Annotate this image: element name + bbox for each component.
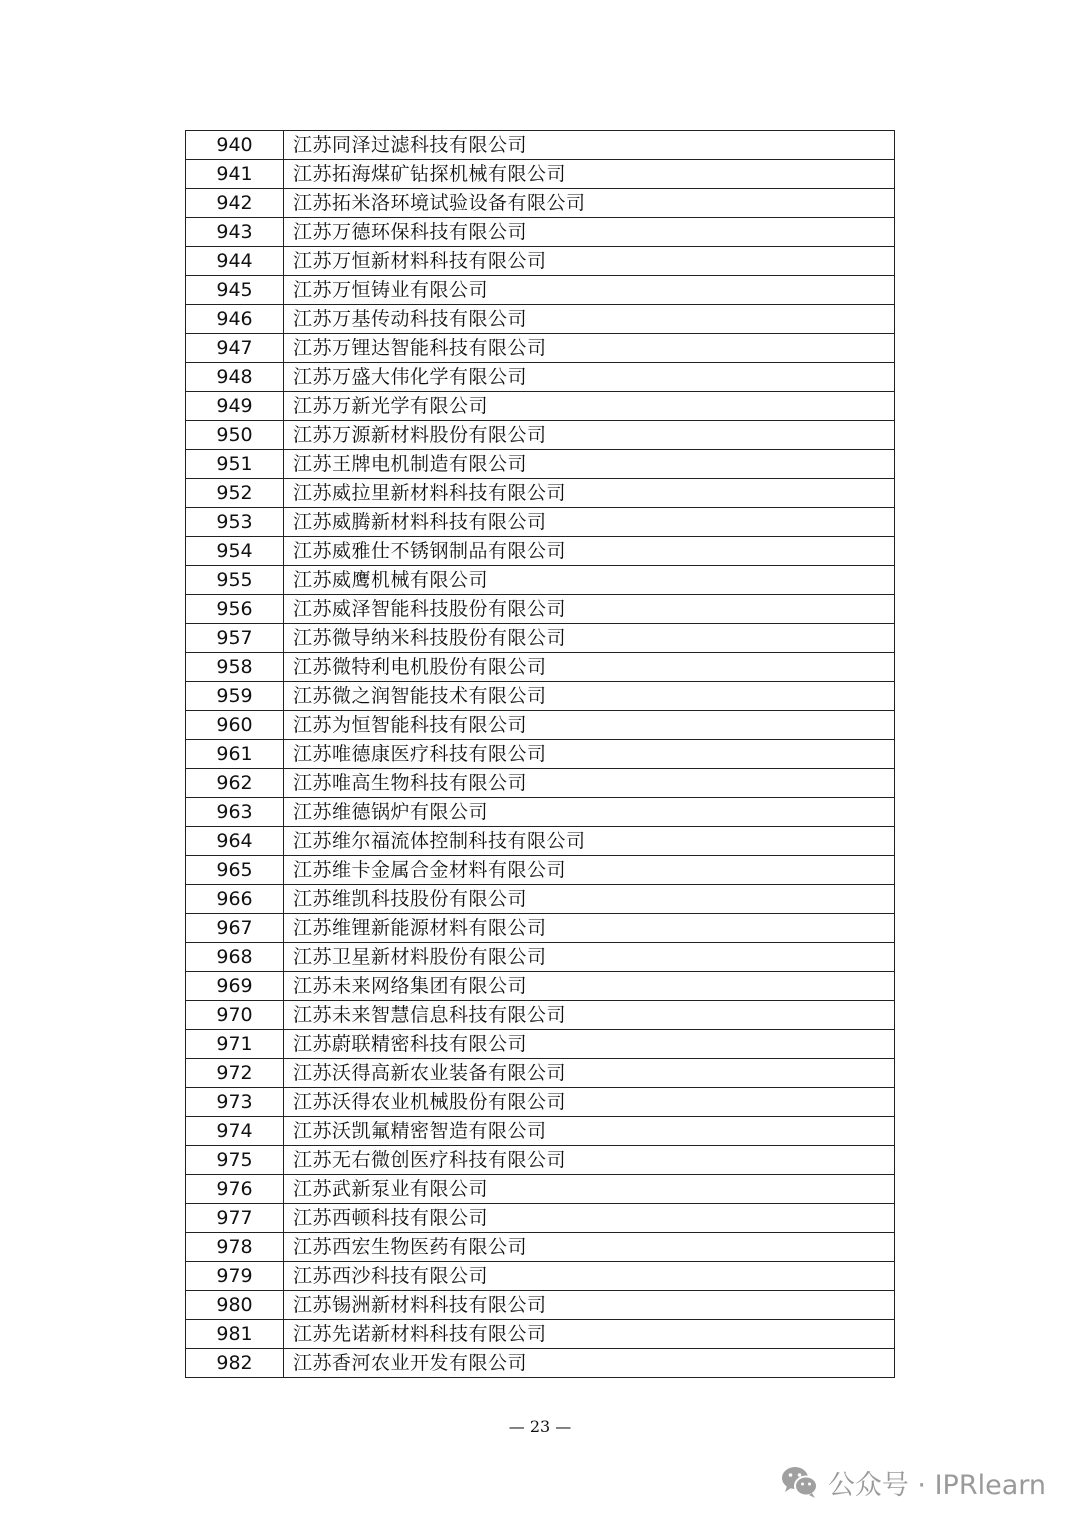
company-name: 江苏拓米洛环境试验设备有限公司 (284, 189, 895, 218)
table-row (186, 189, 895, 218)
row-number: 965 (186, 856, 284, 885)
row-number: 944 (186, 247, 284, 276)
company-name: 江苏微特利电机股份有限公司 (284, 653, 895, 682)
row-number: 954 (186, 537, 284, 566)
row-number: 955 (186, 566, 284, 595)
company-name: 江苏万恒铸业有限公司 (284, 276, 895, 305)
table-row (186, 1204, 895, 1233)
row-number: 974 (186, 1117, 284, 1146)
company-name: 江苏卫星新材料股份有限公司 (284, 943, 895, 972)
row-number: 963 (186, 798, 284, 827)
row-number: 969 (186, 972, 284, 1001)
company-name: 江苏维尔福流体控制科技有限公司 (284, 827, 895, 856)
table-row (186, 914, 895, 943)
watermark (780, 1462, 1046, 1502)
table-row (186, 972, 895, 1001)
row-number: 980 (186, 1291, 284, 1320)
table-row (186, 160, 895, 189)
company-name: 江苏王牌电机制造有限公司 (284, 450, 895, 479)
table-row (186, 1233, 895, 1262)
table-row (186, 711, 895, 740)
table-row (186, 1175, 895, 1204)
company-name: 江苏万锂达智能科技有限公司 (284, 334, 895, 363)
company-name: 江苏西顿科技有限公司 (284, 1204, 895, 1233)
company-name: 江苏蔚联精密科技有限公司 (284, 1030, 895, 1059)
table-row (186, 334, 895, 363)
company-name: 江苏威拉里新材料科技有限公司 (284, 479, 895, 508)
row-number: 982 (186, 1349, 284, 1378)
company-name: 江苏万德环保科技有限公司 (284, 218, 895, 247)
table-row (186, 363, 895, 392)
company-name: 江苏沃得高新农业装备有限公司 (284, 1059, 895, 1088)
company-name: 江苏万盛大伟化学有限公司 (284, 363, 895, 392)
row-number: 960 (186, 711, 284, 740)
table-row (186, 247, 895, 276)
table-row (186, 595, 895, 624)
table-row (186, 421, 895, 450)
company-name: 江苏西沙科技有限公司 (284, 1262, 895, 1291)
row-number: 971 (186, 1030, 284, 1059)
company-name: 江苏威雅仕不锈钢制品有限公司 (284, 537, 895, 566)
row-number: 959 (186, 682, 284, 711)
table-row (186, 1291, 895, 1320)
table-row (186, 131, 895, 160)
company-name: 江苏拓海煤矿钻探机械有限公司 (284, 160, 895, 189)
company-name: 江苏未来网络集团有限公司 (284, 972, 895, 1001)
row-number: 943 (186, 218, 284, 247)
row-number: 975 (186, 1146, 284, 1175)
row-number: 942 (186, 189, 284, 218)
table-row (186, 537, 895, 566)
table-row (186, 1088, 895, 1117)
row-number: 957 (186, 624, 284, 653)
company-name: 江苏微之润智能技术有限公司 (284, 682, 895, 711)
row-number: 962 (186, 769, 284, 798)
table-row (186, 624, 895, 653)
company-name: 江苏维凯科技股份有限公司 (284, 885, 895, 914)
company-name: 江苏武新泵业有限公司 (284, 1175, 895, 1204)
table-row (186, 508, 895, 537)
row-number: 947 (186, 334, 284, 363)
table-row (186, 276, 895, 305)
table-row (186, 479, 895, 508)
row-number: 948 (186, 363, 284, 392)
company-name: 江苏万新光学有限公司 (284, 392, 895, 421)
table-row (186, 1320, 895, 1349)
company-name: 江苏沃得农业机械股份有限公司 (284, 1088, 895, 1117)
company-name: 江苏维锂新能源材料有限公司 (284, 914, 895, 943)
company-list-body (186, 131, 895, 1378)
company-name: 江苏万基传动科技有限公司 (284, 305, 895, 334)
row-number: 968 (186, 943, 284, 972)
row-number: 978 (186, 1233, 284, 1262)
company-name: 江苏唯高生物科技有限公司 (284, 769, 895, 798)
row-number: 958 (186, 653, 284, 682)
row-number: 979 (186, 1262, 284, 1291)
company-name: 江苏同泽过滤科技有限公司 (284, 131, 895, 160)
company-name: 江苏维卡金属合金材料有限公司 (284, 856, 895, 885)
row-number: 951 (186, 450, 284, 479)
company-name: 江苏香河农业开发有限公司 (284, 1349, 895, 1378)
company-name: 江苏西宏生物医药有限公司 (284, 1233, 895, 1262)
company-list-table (185, 130, 895, 1378)
table-row (186, 218, 895, 247)
row-number: 953 (186, 508, 284, 537)
wechat-icon (780, 1464, 820, 1500)
row-number: 949 (186, 392, 284, 421)
company-name: 江苏唯德康医疗科技有限公司 (284, 740, 895, 769)
row-number: 964 (186, 827, 284, 856)
table-row (186, 566, 895, 595)
table-row (186, 1146, 895, 1175)
table-row (186, 798, 895, 827)
table-row (186, 392, 895, 421)
company-name: 江苏锡洲新材料科技有限公司 (284, 1291, 895, 1320)
table-row (186, 769, 895, 798)
table-row (186, 856, 895, 885)
table-row (186, 943, 895, 972)
company-name: 江苏威泽智能科技股份有限公司 (284, 595, 895, 624)
row-number: 967 (186, 914, 284, 943)
row-number: 952 (186, 479, 284, 508)
company-name: 江苏无右微创医疗科技有限公司 (284, 1146, 895, 1175)
table-row (186, 653, 895, 682)
row-number: 946 (186, 305, 284, 334)
table-row (186, 740, 895, 769)
watermark-text: 公众号 · IPRlearn (827, 1469, 1046, 1501)
table-row (186, 827, 895, 856)
row-number: 970 (186, 1001, 284, 1030)
row-number: 940 (186, 131, 284, 160)
row-number: 961 (186, 740, 284, 769)
row-number: 950 (186, 421, 284, 450)
table-row (186, 1262, 895, 1291)
company-name: 江苏微导纳米科技股份有限公司 (284, 624, 895, 653)
table-row (186, 450, 895, 479)
table-row (186, 1030, 895, 1059)
table-row (186, 682, 895, 711)
row-number: 976 (186, 1175, 284, 1204)
company-name: 江苏万源新材料股份有限公司 (284, 421, 895, 450)
row-number: 956 (186, 595, 284, 624)
row-number: 972 (186, 1059, 284, 1088)
company-name: 江苏沃凯氟精密智造有限公司 (284, 1117, 895, 1146)
row-number: 981 (186, 1320, 284, 1349)
row-number: 966 (186, 885, 284, 914)
table-row (186, 1059, 895, 1088)
row-number: 941 (186, 160, 284, 189)
company-name: 江苏万恒新材料科技有限公司 (284, 247, 895, 276)
table-row (186, 305, 895, 334)
company-name: 江苏为恒智能科技有限公司 (284, 711, 895, 740)
company-name: 江苏威腾新材料科技有限公司 (284, 508, 895, 537)
company-name: 江苏未来智慧信息科技有限公司 (284, 1001, 895, 1030)
company-name: 江苏先诺新材料科技有限公司 (284, 1320, 895, 1349)
row-number: 945 (186, 276, 284, 305)
page-number: — 23 — (508, 1417, 572, 1436)
table-row (186, 1349, 895, 1378)
company-name: 江苏维德锅炉有限公司 (284, 798, 895, 827)
table-row (186, 1001, 895, 1030)
company-name: 江苏威鹰机械有限公司 (284, 566, 895, 595)
row-number: 977 (186, 1204, 284, 1233)
table-row (186, 1117, 895, 1146)
row-number: 973 (186, 1088, 284, 1117)
table-row (186, 885, 895, 914)
